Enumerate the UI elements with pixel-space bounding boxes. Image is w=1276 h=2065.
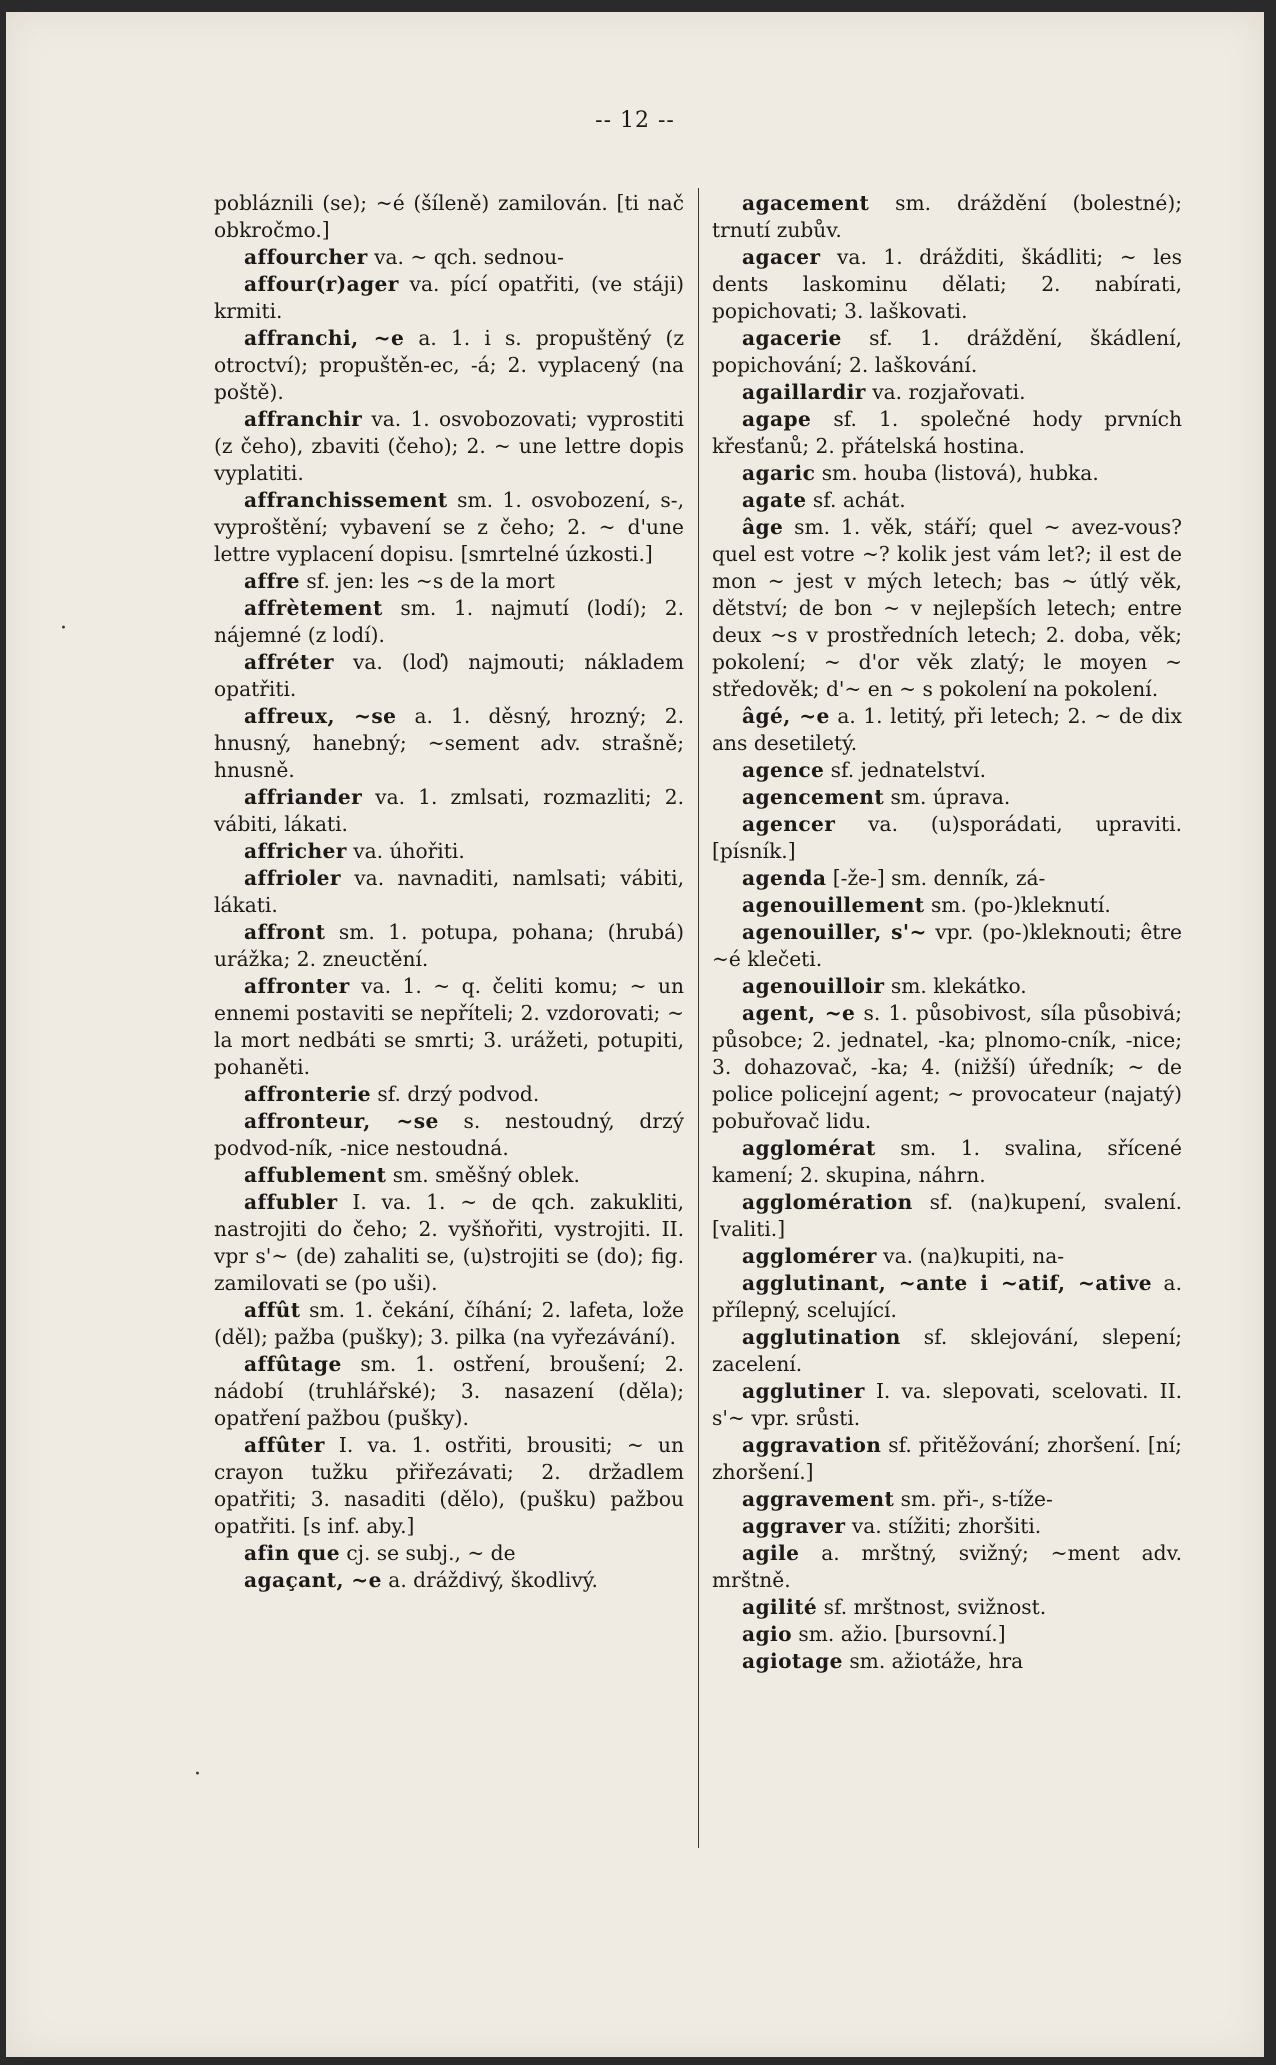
- headword: affût: [244, 1298, 301, 1322]
- dictionary-entry: agglomérer va. (na)kupiti, na-: [742, 1244, 1065, 1268]
- headword: agiotage: [742, 1649, 843, 1673]
- dictionary-entry: âge sm. 1. věk, stáří; quel ~ avez-vous? quel est votre ~? kolik jest vám let?; il est de mon ~ jest v mých letech; bas ~ útlý věk, dětství; de bon ~ v nejlepších letech; entre deux ~s v prostředních letech; 2. doba, věk; pokolení; ~ d'or věk zlatý; le moyen ~ středověk; d'~ en ~ s pokolení na pokolení.: [712, 515, 1182, 701]
- headword: agglomération: [742, 1190, 913, 1214]
- dictionary-entry: affreux, ~se a. 1. děsný, hrozný; 2. hnusný, hanebný; ~sement adv. strašně; hnusně.: [214, 704, 684, 782]
- headword: agglomérer: [742, 1244, 877, 1268]
- headword: affriander: [244, 785, 363, 809]
- dictionary-entry: aggraver va. stížiti; zhoršiti.: [742, 1514, 1042, 1538]
- headword: agencer: [742, 812, 836, 836]
- headword: agenouillement: [742, 893, 925, 917]
- dictionary-entry: affublement sm. směšný oblek.: [244, 1163, 580, 1187]
- headword: agio: [742, 1622, 792, 1646]
- headword: agglomérat: [742, 1136, 876, 1160]
- dictionary-entry: affranchi, ~e a. 1. i s. propuštěný (z otroctví); propuštěn-ec, -á; 2. vyplacený (na poště).: [214, 326, 684, 404]
- headword: agencement: [742, 785, 885, 809]
- dictionary-entry: affrètement sm. 1. najmutí (lodí); 2. nájemné (z lodí).: [214, 596, 684, 647]
- headword: affréter: [244, 650, 334, 674]
- headword: âgé, ~e: [742, 704, 830, 728]
- dictionary-entry: affriander va. 1. zmlsati, rozmazliti; 2. vábiti, lákati.: [214, 785, 684, 836]
- headword: affûter: [244, 1433, 325, 1457]
- headword: agacer: [742, 245, 821, 269]
- headword: affront: [244, 920, 326, 944]
- headword: affronteur, ~se: [244, 1109, 439, 1133]
- headword: agaçant, ~e: [244, 1568, 382, 1592]
- headword: agence: [742, 758, 825, 782]
- dictionary-entry: affranchir va. 1. osvobozovati; vyprostiti (z čeho), zbaviti (čeho); 2. ~ une lettre dopis vyplatiti.: [214, 407, 684, 485]
- dictionary-entry: agent, ~e s. 1. působivost, síla působivá; působce; 2. jednatel, -ka; plnomo-cník, -nice; 3. dohazovač, -ka; 4. (nižší) úředník; ~ de police policejní agent; ~ provocateur (najatý) pobuřovač lidu.: [712, 1001, 1182, 1133]
- dictionary-entry: affûtage sm. 1. ostření, broušení; 2. nádobí (truhlářské); 3. nasazení (děla); opatření pažbou (pušky).: [214, 1352, 684, 1430]
- dictionary-entry: affubler I. va. 1. ~ de qch. zakukliti, nastrojiti do čeho; 2. vyšňořiti, vystrojiti. II. vpr s'~ (de) zahaliti se, (u)strojiti se (do); fig. zamilovati se (po uši).: [214, 1190, 684, 1295]
- dictionary-entry: affront sm. 1. potupa, pohana; (hrubá) urážka; 2. zneuctění.: [214, 920, 684, 971]
- dictionary-entry: agate sf. achát.: [742, 488, 906, 512]
- headword: aggravement: [742, 1487, 895, 1511]
- column-divider: [698, 188, 699, 1848]
- dictionary-entry: affrioler va. navnaditi, namlsati; vábiti, lákati.: [214, 866, 684, 917]
- dictionary-entry: affronter va. 1. ~ q. čeliti komu; ~ un ennemi postaviti se nepříteli; 2. vzdorovati; ~ la mort nedbáti se smrti; 3. urážeti, potupiti, pohaněti.: [214, 974, 684, 1079]
- dictionary-entry: agape sf. 1. společné hody prvních křesťanů; 2. přátelská hostina.: [712, 407, 1182, 458]
- dictionary-entry: agaçant, ~e a. dráždivý, škodlivý.: [244, 1568, 598, 1592]
- headword: agile: [742, 1541, 800, 1565]
- headword: agglutinant, ~ante i ~atif, ~ative: [742, 1271, 1152, 1295]
- dictionary-entry: affûter I. va. 1. ostřiti, brousiti; ~ un crayon tužku přiřezávati; 2. držadlem opatřiti; 3. nasaditi (dělo), (pušku) pažbou opatřiti. [s inf. aby.]: [214, 1433, 684, 1538]
- headword: agglutination: [742, 1325, 901, 1349]
- headword: affranchir: [244, 407, 363, 431]
- dictionary-entry: agglutiner I. va. slepovati, scelovati. II. s'~ vpr. srůsti.: [712, 1379, 1182, 1430]
- dictionary-entry: affranchissement sm. 1. osvobození, s-, vyproštění; vybavení se z čeho; 2. ~ d'une lettre vyplacení dopisu. [smrtelné úzkosti.]: [214, 488, 684, 566]
- dictionary-entry: agacerie sf. 1. dráždění, škádlení, popichování; 2. laškování.: [712, 326, 1182, 377]
- dictionary-entry: agglomération sf. (na)kupení, svalení. [valiti.]: [712, 1190, 1182, 1241]
- dictionary-entry: agenouillement sm. (po-)kleknutí.: [742, 893, 1111, 917]
- headword: agilité: [742, 1595, 818, 1619]
- headword: affublement: [244, 1163, 387, 1187]
- headword: agenouiller, s'~: [742, 920, 927, 944]
- headword: affrioler: [244, 866, 341, 890]
- dictionary-entry: affronteur, ~se s. nestoudný, drzý podvod-ník, -nice nestoudná.: [214, 1109, 684, 1160]
- headword: affranchi, ~e: [244, 326, 405, 350]
- dictionary-entry: agaric sm. houba (listová), hubka.: [742, 461, 1099, 485]
- headword: aggravation: [742, 1433, 882, 1457]
- headword: agglutiner: [742, 1379, 865, 1403]
- dictionary-entry: agacement sm. dráždění (bolestné); trnutí zubův.: [712, 191, 1182, 242]
- dictionary-entry: afin que cj. se subj., ~ de: [244, 1541, 516, 1565]
- dictionary-entry: agencer va. (u)sporádati, upraviti. [písník.]: [712, 812, 1182, 863]
- dictionary-entry: agencement sm. úprava.: [742, 785, 1011, 809]
- margin-mark: ·: [194, 1762, 201, 1787]
- right-column: [712, 190, 1182, 1675]
- headword: agaric: [742, 461, 816, 485]
- dictionary-entry: agio sm. ažio. [bursovní.]: [742, 1622, 1006, 1646]
- headword: affourcher: [244, 245, 368, 269]
- dictionary-entry: aggravement sm. při-, s-tíže-: [742, 1487, 1053, 1511]
- headword: agacerie: [742, 326, 842, 350]
- left-column: [214, 190, 684, 1594]
- dictionary-entry: agilité sf. mrštnost, svižnost.: [742, 1595, 1047, 1619]
- headword: affour(r)ager: [244, 272, 399, 296]
- dictionary-entry: agacer va. 1. drážditi, škádliti; ~ les dents laskominu dělati; 2. nabírati, popichovati; 3. laškovati.: [712, 245, 1182, 323]
- margin-mark: ·: [60, 616, 67, 641]
- headword: âge: [742, 515, 784, 539]
- headword: agate: [742, 488, 807, 512]
- dictionary-entry: aggravation sf. přitěžování; zhoršení. [ní; zhoršení.]: [712, 1433, 1182, 1484]
- dictionary-entry: agile a. mrštný, svižný; ~ment adv. mrštně.: [712, 1541, 1182, 1592]
- dictionary-entry: agglutinant, ~ante i ~atif, ~ative a. přílepný, scelující.: [712, 1271, 1182, 1322]
- headword: affricher: [244, 839, 347, 863]
- dictionary-entry: affricher va. úhořiti.: [244, 839, 465, 863]
- dictionary-entry: agglomérat sm. 1. svalina, sřícené kamení; 2. skupina, náhrn.: [712, 1136, 1182, 1187]
- headword: affreux, ~se: [244, 704, 397, 728]
- dictionary-entry: agenouiller, s'~ vpr. (po-)kleknouti; être ~é klečeti.: [712, 920, 1182, 971]
- dictionary-entry: agenda [-že-] sm. denník, zá-: [742, 866, 1046, 890]
- dictionary-entry: affourcher va. ~ qch. sednou-: [244, 245, 564, 269]
- headword: agent, ~e: [742, 1001, 856, 1025]
- dictionary-entry: affre sf. jen: les ~s de la mort: [244, 569, 555, 593]
- headword: affûtage: [244, 1352, 342, 1376]
- dictionary-entry: agglutination sf. sklejování, slepení; zacelení.: [712, 1325, 1182, 1376]
- headword: affre: [244, 569, 300, 593]
- dictionary-entry: affréter va. (loď) najmouti; nákladem opatřiti.: [214, 650, 684, 701]
- dictionary-entry: agaillardir va. rozjařovati.: [742, 380, 1026, 404]
- headword: affranchissement: [244, 488, 448, 512]
- headword: agenda: [742, 866, 827, 890]
- headword: affronter: [244, 974, 350, 998]
- dictionary-entry: agence sf. jednatelství.: [742, 758, 987, 782]
- page-number: -- 12 --: [595, 108, 675, 133]
- dictionary-entry: affût sm. 1. čekání, číhání; 2. lafeta, lože (děl); pažba (pušky); 3. pilka (na vyřezávání).: [214, 1298, 684, 1349]
- dictionary-entry: pobláznili (se); ~é (šíleně) zamilován. [ti nač obkročmo.]: [214, 191, 684, 242]
- headword: affronterie: [244, 1082, 371, 1106]
- headword: agenouilloir: [742, 974, 885, 998]
- headword: agape: [742, 407, 812, 431]
- headword: affrètement: [244, 596, 383, 620]
- headword: afin que: [244, 1541, 340, 1565]
- headword: agaillardir: [742, 380, 866, 404]
- dictionary-entry: agenouilloir sm. klekátko.: [742, 974, 1027, 998]
- dictionary-entry: affronterie sf. drzý podvod.: [244, 1082, 540, 1106]
- headword: affubler: [244, 1190, 338, 1214]
- dictionary-page: [6, 12, 1264, 2057]
- dictionary-entry: affour(r)ager va. pící opatřiti, (ve stáji) krmiti.: [214, 272, 684, 323]
- headword: agacement: [742, 191, 870, 215]
- dictionary-entry: âgé, ~e a. 1. letitý, při letech; 2. ~ de dix ans desetiletý.: [712, 704, 1182, 755]
- headword: aggraver: [742, 1514, 846, 1538]
- dictionary-entry: agiotage sm. ažiotáže, hra: [742, 1649, 1024, 1673]
